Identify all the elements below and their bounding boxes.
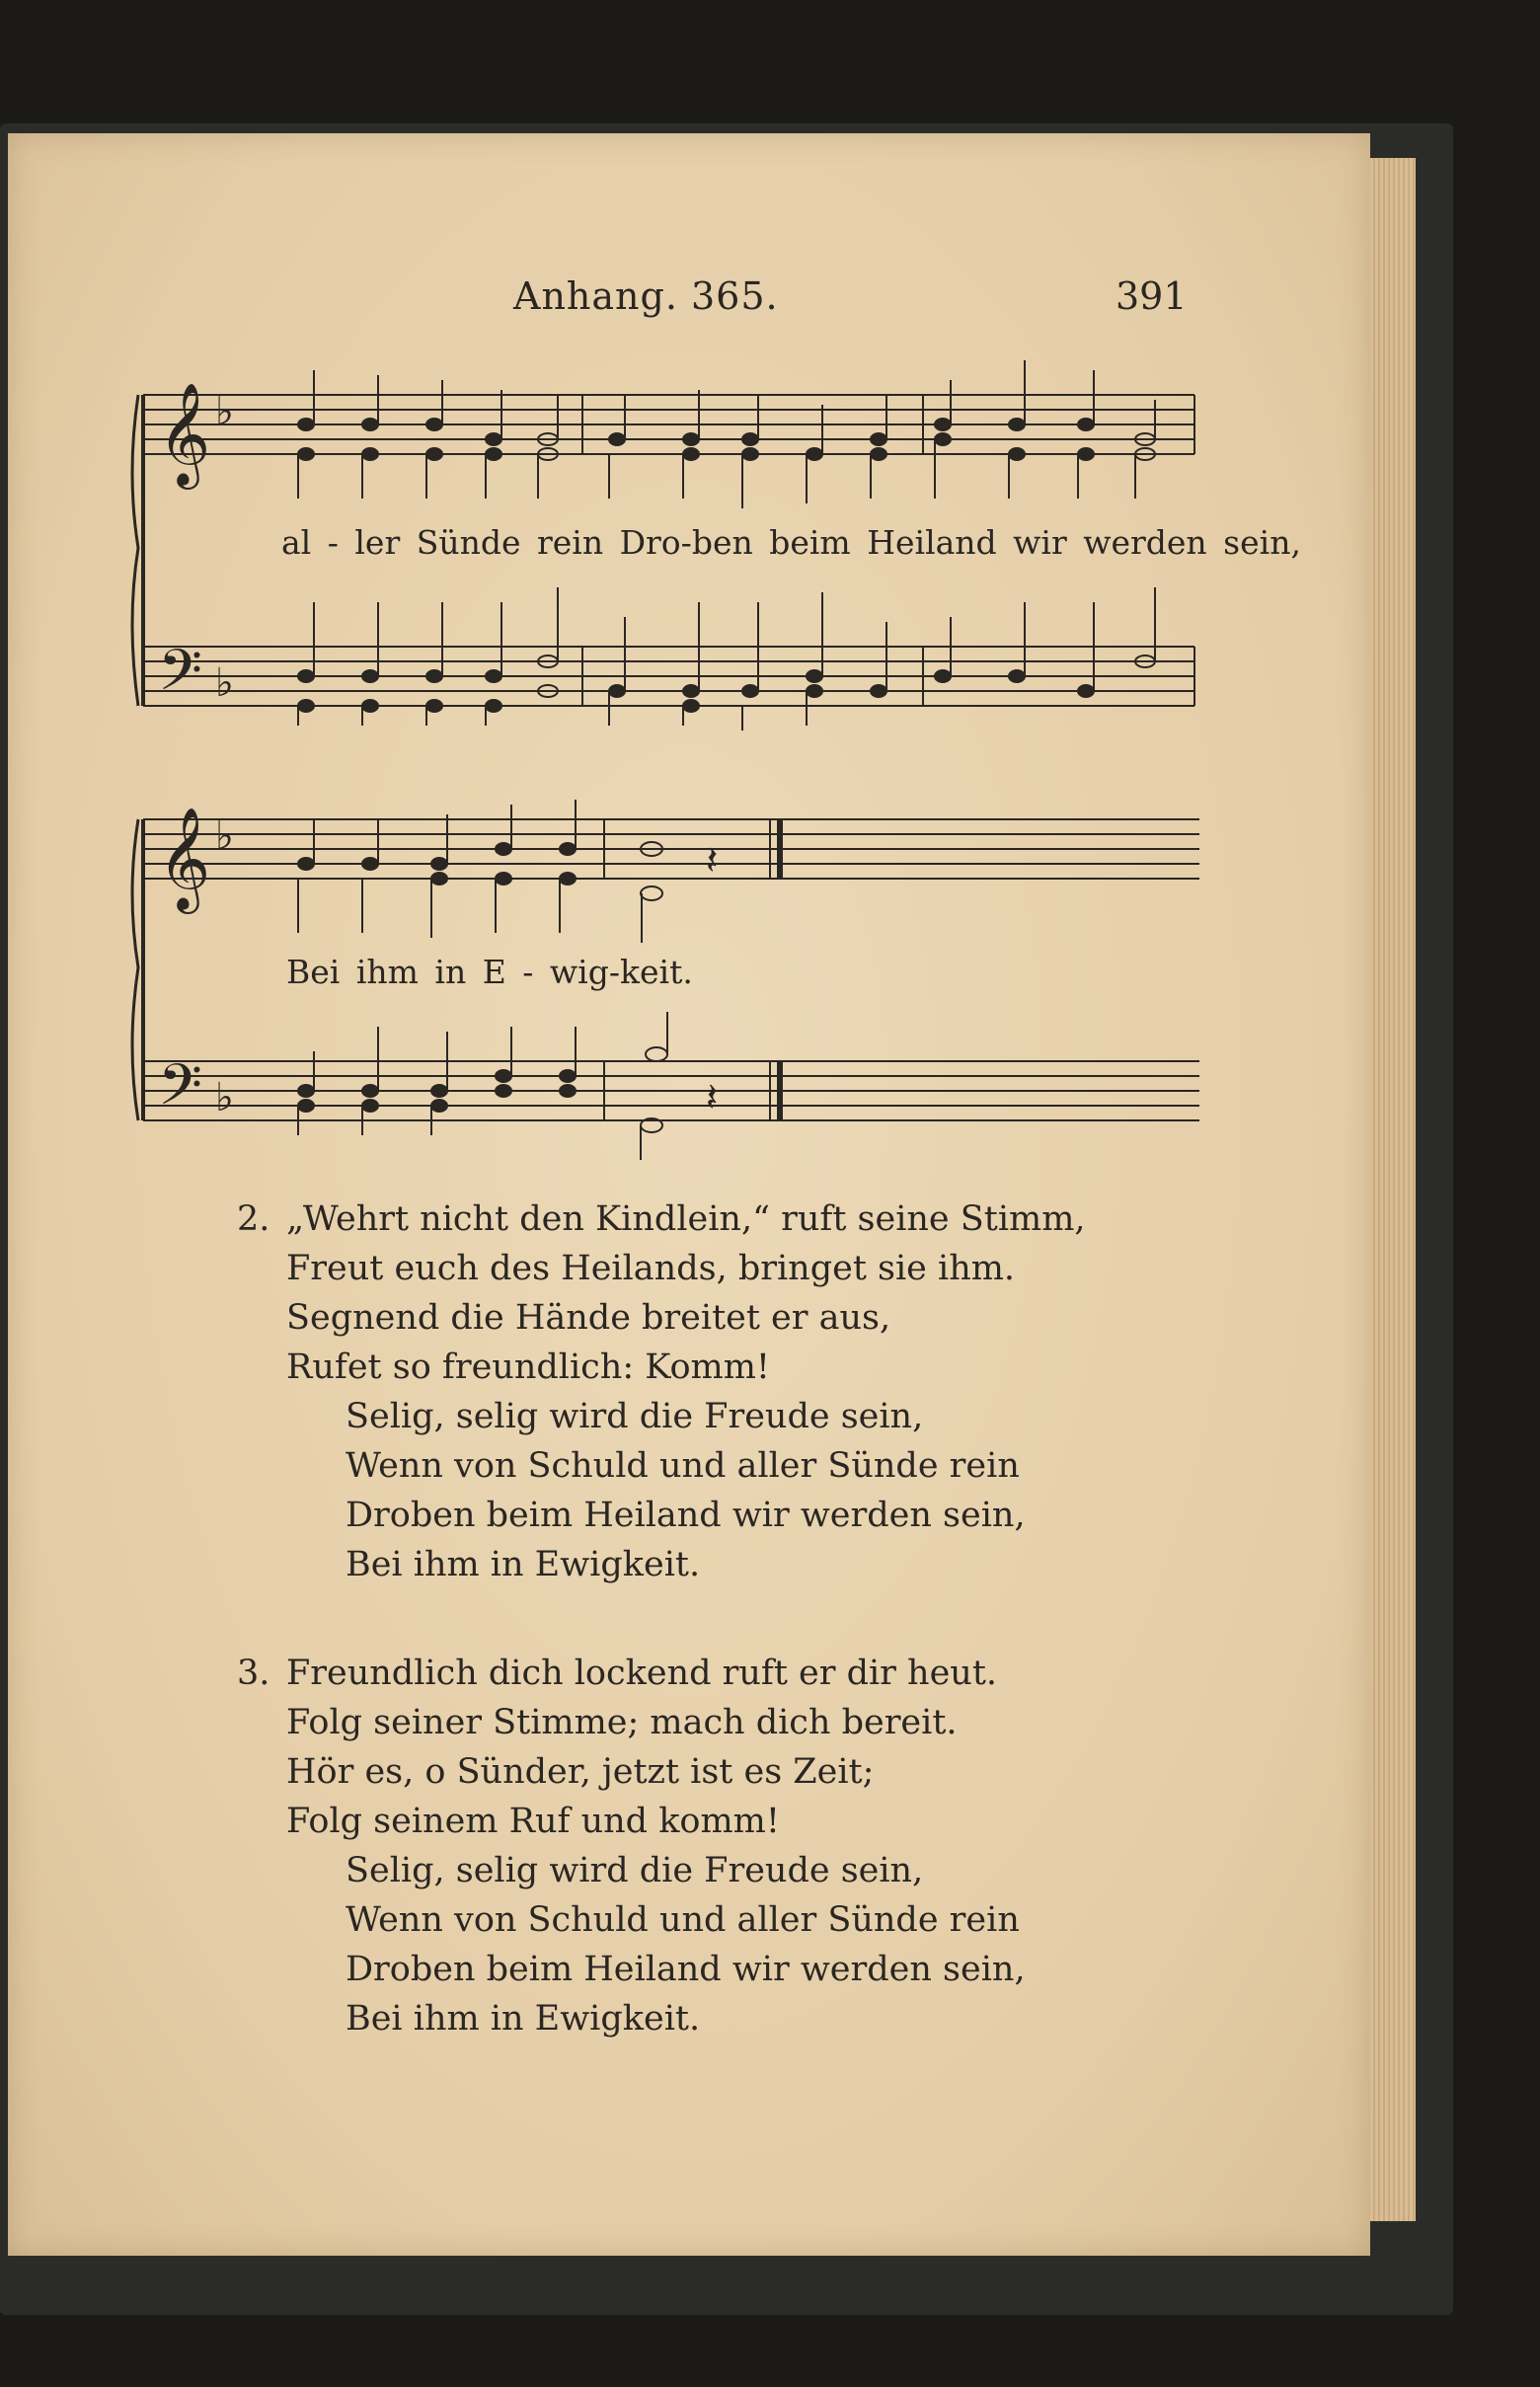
svg-text:𝄢: 𝄢 bbox=[158, 637, 203, 718]
running-title: Anhang. 365. bbox=[513, 274, 779, 318]
verse-line: Freut euch des Heilands, bringet sie ihm. bbox=[286, 1249, 1016, 1288]
verse-line: Rufet so freundlich: Komm! bbox=[286, 1348, 770, 1387]
notes-s2-bass bbox=[298, 1012, 667, 1160]
page-number: 391 bbox=[1116, 274, 1188, 318]
svg-text:𝄞: 𝄞 bbox=[158, 382, 211, 486]
verse-line: Droben beim Heiland wir werden sein, bbox=[346, 1950, 1026, 1989]
svg-text:♭: ♭ bbox=[215, 389, 234, 434]
verse-line: Segnend die Hände breitet er aus, bbox=[286, 1298, 891, 1338]
verse-line: Selig, selig wird die Freude sein, bbox=[346, 1851, 924, 1890]
verse-line: Bei ihm in Ewigkeit. bbox=[346, 1545, 701, 1584]
notes-s1-bass bbox=[298, 587, 1155, 731]
verse-line: Hör es, o Sünder, jetzt ist es Zeit; bbox=[286, 1752, 875, 1792]
svg-text:♭: ♭ bbox=[215, 813, 234, 859]
svg-text:𝄞: 𝄞 bbox=[158, 807, 211, 910]
verse-line: Bei ihm in Ewigkeit. bbox=[346, 1999, 701, 2039]
verse-number: 3. bbox=[237, 1654, 270, 1693]
verse-line: Wenn von Schuld und aller Sünde rein bbox=[346, 1900, 1020, 1940]
verse-line: Folg seinem Ruf und komm! bbox=[286, 1802, 780, 1841]
verse-line: Freundlich dich lockend ruft er dir heut. bbox=[286, 1654, 998, 1693]
lyrics-system2: Bei ihm in E - wig-keit. bbox=[286, 953, 693, 991]
svg-text:𝄽: 𝄽 bbox=[706, 838, 719, 884]
svg-text:♭: ♭ bbox=[215, 1075, 234, 1120]
notes-s1-treble bbox=[298, 360, 1155, 508]
verse-number: 2. bbox=[237, 1199, 270, 1239]
notes-s2-treble bbox=[298, 800, 662, 943]
verse-line: Wenn von Schuld und aller Sünde rein bbox=[346, 1446, 1020, 1486]
verse-line: Folg seiner Stimme; mach dich bereit. bbox=[286, 1703, 958, 1742]
verse-line: Droben beim Heiland wir werden sein, bbox=[346, 1496, 1026, 1535]
verse-line: „Wehrt nicht den Kindlein,“ ruft seine Stimm, bbox=[286, 1199, 1086, 1239]
svg-text:𝄢: 𝄢 bbox=[158, 1051, 203, 1132]
lyrics-system1: al - ler Sünde rein Dro-ben beim Heiland wir werden sein, bbox=[281, 523, 1301, 562]
svg-text:𝄽: 𝄽 bbox=[706, 1075, 719, 1120]
verse-line: Selig, selig wird die Freude sein, bbox=[346, 1397, 924, 1436]
svg-text:♭: ♭ bbox=[215, 660, 234, 706]
